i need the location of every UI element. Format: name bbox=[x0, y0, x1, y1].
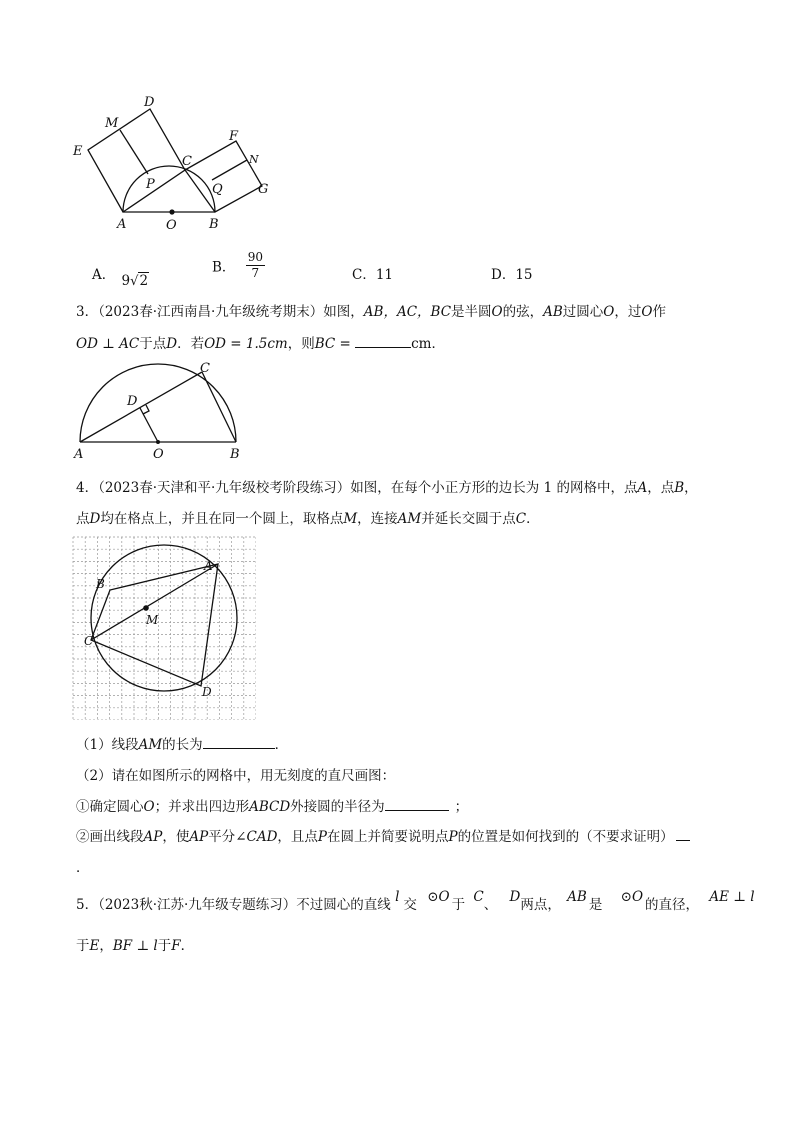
segment-bc bbox=[202, 372, 236, 442]
label-b: B bbox=[230, 447, 240, 462]
label-d: D bbox=[144, 95, 155, 110]
option-d-letter: D． bbox=[491, 267, 516, 283]
q4-trailing-period: ． bbox=[76, 860, 90, 876]
q4-part2: （2）请在如图所示的网格中，用无刻度的直尺画图： bbox=[76, 768, 396, 784]
label-m: M bbox=[146, 613, 159, 627]
square-bcfg bbox=[185, 141, 262, 212]
option-a bbox=[92, 263, 149, 289]
semicircle-arc bbox=[80, 364, 236, 442]
semicircle-arc bbox=[123, 166, 215, 212]
label-d: D bbox=[202, 685, 212, 699]
circle bbox=[91, 545, 237, 691]
point-m bbox=[143, 605, 149, 611]
label-g: G bbox=[258, 182, 269, 197]
q3-line2: OD ⊥ AC于点D．若OD = 1.5cm，则BC = cm． bbox=[76, 336, 445, 352]
q4-part2-1: ①确定圆心O；并求出四边形ABCD外接圆的半径为 ； bbox=[76, 799, 469, 815]
option-b bbox=[212, 250, 265, 281]
label-b: B bbox=[96, 577, 105, 591]
grid bbox=[73, 537, 256, 720]
label-a: A bbox=[204, 559, 213, 573]
label-c: C bbox=[182, 154, 192, 169]
right-angle-mark bbox=[143, 405, 149, 414]
option-a-value: 9√2 bbox=[121, 273, 149, 289]
q3-line1: 3．（2023春·江西南昌·九年级统考期末）如图，AB，AC，BC是半圆O的弦，AB过圆心O，过O作 bbox=[76, 304, 666, 320]
segment-nq bbox=[212, 160, 247, 180]
figure-grid-circle bbox=[72, 536, 256, 720]
q4-part2-2: ②画出线段AP，使AP平分∠CAD，且点P在圆上并简要说明点P的位置是如何找到的（不要求证明） bbox=[76, 828, 690, 846]
segment-od bbox=[140, 408, 158, 442]
label-p: P bbox=[146, 177, 155, 192]
label-n: N bbox=[249, 153, 259, 166]
label-q: Q bbox=[212, 182, 223, 197]
figure-semicircle-chords bbox=[70, 358, 250, 463]
label-f: F bbox=[229, 129, 239, 144]
q4-part1: （1）线段AM的长为 ． bbox=[76, 737, 289, 753]
label-o: O bbox=[153, 447, 164, 462]
q4-number: 4． bbox=[76, 480, 99, 496]
q4-ap-blank[interactable] bbox=[676, 840, 690, 841]
label-c: C bbox=[84, 634, 94, 648]
label-c: C bbox=[200, 361, 210, 376]
segment-ac bbox=[80, 372, 202, 442]
center-point-o bbox=[156, 440, 160, 444]
figure-squares-on-semicircle bbox=[60, 90, 290, 240]
label-b: B bbox=[209, 217, 219, 232]
option-c-letter: C． bbox=[352, 267, 376, 283]
q4-line2: 点D均在格点上，并且在同一个圆上，取格点M，连接AM并延长交圆于点C． bbox=[76, 511, 540, 527]
label-e: E bbox=[73, 144, 83, 159]
q5-source: （2023秋·江苏·九年级专题练习） bbox=[98, 897, 297, 913]
option-d-value: 15 bbox=[515, 267, 533, 283]
q5-line1: 5．（2023秋·江苏·九年级专题练习）不过圆心的直线 l 交 ⊙O 于 C、 D两点， AB 是 ⊙O 的直径， AE ⊥ l bbox=[76, 889, 755, 913]
option-b-letter: B． bbox=[212, 259, 236, 276]
q4-line1: 4．（2023春·天津和平·九年级校考阶段练习）如图，在每个小正方形的边长为 1 的网格中，点A，点B， bbox=[76, 480, 698, 496]
center-point-o bbox=[169, 209, 174, 214]
square-acde bbox=[88, 109, 185, 212]
option-a-letter: A． bbox=[92, 267, 116, 283]
option-c bbox=[352, 263, 393, 283]
option-c-value: 11 bbox=[375, 267, 394, 283]
label-m: M bbox=[105, 116, 119, 131]
q3-answer-blank[interactable] bbox=[355, 347, 411, 348]
segment-ac bbox=[91, 564, 218, 640]
label-a: A bbox=[117, 217, 127, 232]
q4-radius-blank[interactable] bbox=[385, 810, 449, 811]
label-o: O bbox=[166, 218, 177, 233]
q4-part1-blank[interactable] bbox=[203, 748, 275, 749]
q5-number: 5． bbox=[76, 897, 99, 913]
segment-mp bbox=[120, 130, 148, 174]
label-a: A bbox=[74, 447, 84, 462]
q5-line2: 于E，BF ⊥ l于F． bbox=[76, 938, 195, 954]
q4-source: （2023春·天津和平·九年级校考阶段练习） bbox=[98, 480, 351, 496]
q3-number: 3． bbox=[76, 304, 99, 320]
option-d bbox=[491, 263, 533, 283]
option-b-fraction: $\frac{90}{7}$ bbox=[247, 250, 263, 280]
label-d: D bbox=[127, 394, 138, 409]
q3-source: （2023春·江西南昌·九年级统考期末） bbox=[98, 304, 324, 320]
